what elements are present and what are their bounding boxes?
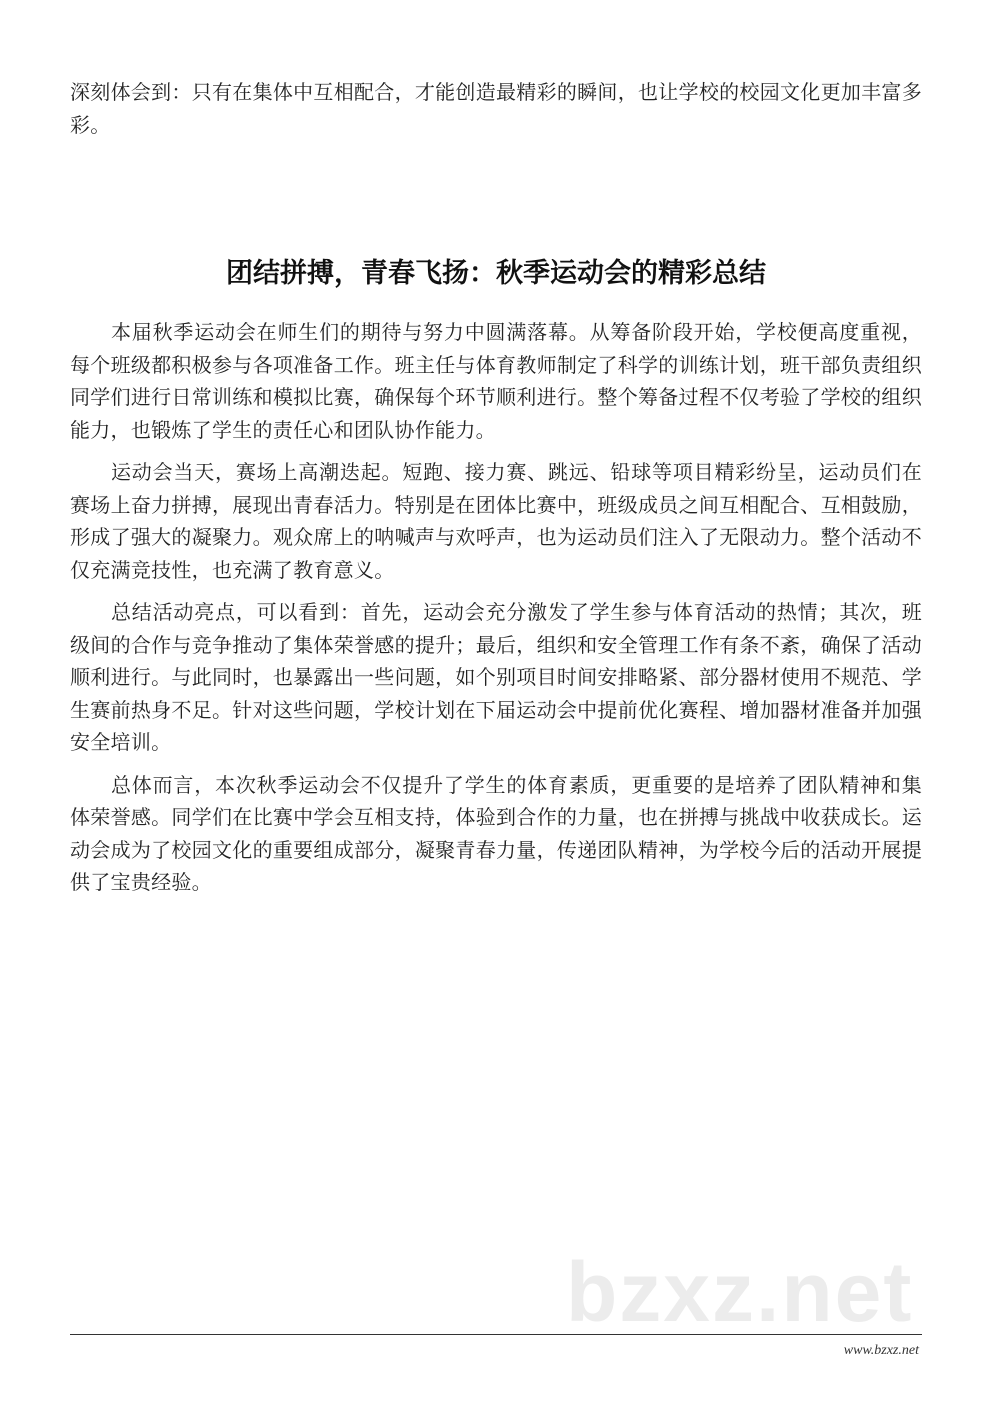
paragraph: 总结活动亮点，可以看到：首先，运动会充分激发了学生参与体育活动的热情；其次，班级间的合作与竞争推动了集体荣誉感的提升；最后，组织和安全管理工作有条不紊，确保了活动顺利进行。与此同时，也暴露出一些问题，如个别项目时间安排略紧、部分器材使用不规范、学生赛前热身不足。针对这些问题，学校计划在下届运动会中提前优化赛程、增加器材准备并加强安全培训。 bbox=[70, 600, 922, 754]
paragraph: 总体而言，本次秋季运动会不仅提升了学生的体育素质，更重要的是培养了团队精神和集体荣誉感。同学们在比赛中学会互相支持，体验到合作的力量，也在拼搏与挑战中收获成长。运动会成为了校园文化的重要组成部分，凝聚青春力量，传递团队精神，为学校今后的活动开展提供了宝贵经验。 bbox=[70, 772, 922, 894]
paragraph: 运动会当天，赛场上高潮迭起。短跑、接力赛、跳远、铅球等项目精彩纷呈，运动员们在赛场上奋力拼搏，展现出青春活力。特别是在团体比赛中，班级成员之间互相配合、互相鼓励，形成了强大的凝聚力。观众席上的呐喊声与欢呼声，也为运动员们注入了无限动力。整个活动不仅充满竞技性，也充满了教育意义。 bbox=[70, 460, 922, 582]
document-body bbox=[70, 76, 922, 909]
continued-paragraph: 深刻体会到：只有在集体中互相配合，才能创造最精彩的瞬间，也让学校的校园文化更加丰富多彩。 bbox=[70, 80, 922, 137]
section-title: 团结拼搏，青春飞扬：秋季运动会的精彩总结 bbox=[226, 258, 766, 289]
paragraph: 本届秋季运动会在师生们的期待与努力中圆满落幕。从筹备阶段开始，学校便高度重视，每个班级都积极参与各项准备工作。班主任与体育教师制定了科学的训练计划，班干部负责组织同学们进行日常训练和模拟比赛，确保每个环节顺利进行。整个筹备过程不仅考验了学校的组织能力，也锻炼了学生的责任心和团队协作能力。 bbox=[70, 320, 922, 442]
footer-divider bbox=[70, 1334, 922, 1335]
footer-url: www.bzxz.net bbox=[843, 1343, 919, 1358]
watermark-logo: bzxz.net bbox=[566, 1252, 914, 1332]
